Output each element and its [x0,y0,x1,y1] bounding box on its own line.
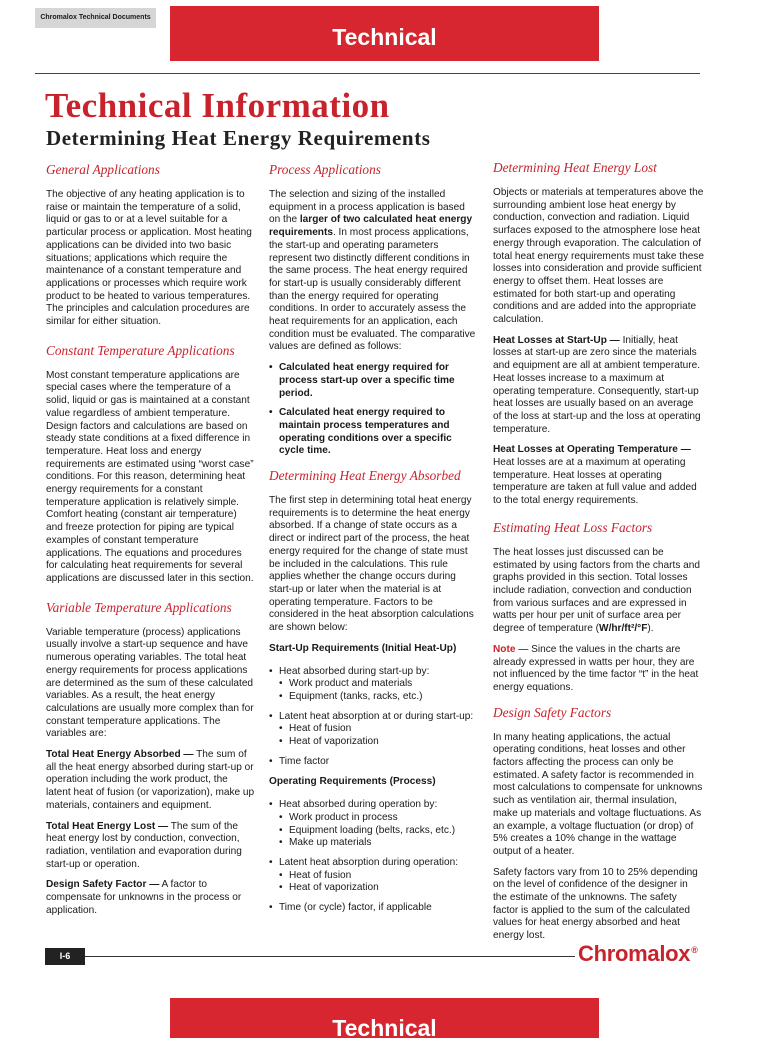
heading-general-applications: General Applications [46,162,160,177]
text-safety-factor: A factor to compensate for unknowns in the process or application. [46,879,242,916]
section-banner [170,6,599,61]
document-tag: Chromalox Technical Documents [35,8,156,28]
process-text-a: The selection and sizing of the installed equipment in a process application is based on the [269,189,465,226]
paragraph-startup-losses [493,335,704,437]
page-subtitle: Determining Heat Energy Requirements [46,126,431,150]
paragraph-variable: Variable temperature (process) applications usually involve a start-up sequence and have numerous operating variables. The total heat energy requirements for process applications are determined as the sum of these calculated variables. As a result, the heat energy calculations are usually more complex than for constant temperature applications. The variables are: [46,626,254,740]
list-item: • Equipment (tanks, racks, etc.) [279,691,478,704]
paragraph-process [269,189,478,354]
heading-heat-absorbed: Determining Heat Energy Absorbed [269,468,461,484]
definition-heat-lost [46,821,255,872]
list-item: • Make up materials [279,837,478,850]
definition-safety-factor [46,879,255,917]
estimating-text-a: The heat losses just discussed can be estimated by using factors from the charts and graphs provided in this section. Total losses include radiation, convection and conduction from various surfaces and are expressed in watts per hour per unit of surface area per degree of temperature ( [493,546,701,635]
paragraph-note [493,644,704,695]
paragraph-constant: Most constant temperature applications are special cases where the temperature of a solid, liquid or gas is maintained at a constant value regardless of ambient temperature. Design factors and calculations are based on steady state conditions at a fixed difference in temperature. Heat loss and energy requirements are estimated using “worst case” conditions. For this reason, determining heat energy requirements for a constant temperature application is relatively simple. Comfort heating (constant air temperature) and freeze protection for piping are typical examples of constant temperature applications. The equations and procedures for calculating heat requirements for several applications are discussed later in this section. [46,369,254,584]
section-banner-label: Technical [332,24,437,50]
note-label: Note — [493,643,529,655]
paragraph-lost: Objects or materials at temperatures above the surrounding ambient lose heat energy by conduction, convection and radiation. Liquid surfaces exposed to the atmosphere lose heat energy through evaporation. The calculation of total heat energy requirements must take these losses into consideration and provide sufficient energy to offset them. Heat losses are estimated for both start-up and operating conditions and are added into the appropriate calculation. [493,187,704,326]
heading-estimating-factors: Estimating Heat Loss Factors [493,519,653,535]
column-left [46,162,255,925]
list-item: • Calculated heat energy required for process start-up over a specific time period. [269,362,478,400]
heading-startup-requirements: Start-Up Requirements (Initial Heat-Up) [269,642,457,654]
page-title: Technical Information [45,86,390,125]
paragraph-safety-1: In many heating applications, the actual operating conditions, heat losses and other factors affecting the process can only be estimated. A safety factor is recommended in most calculations to compensate for unknowns such as ventilation air, thermal insulation, make up materials and voltage fluctuations. As an example, a voltage fluctuation (or drop) of 5% creates a 10% change in the wattage output of a heater. [493,731,703,857]
list-item: • Work product and materials [279,678,478,691]
list-item-text: Latent heat absorption at or during start-up: [279,710,474,722]
paragraph-operating-losses [493,444,704,508]
list-item: • Heat of fusion [279,870,478,883]
list-item-text: Heat absorbed during operation by: [279,799,438,811]
term-startup-losses: Heat Losses at Start-Up — [493,334,620,346]
logo-text: Chromalox [578,941,691,966]
text-heat-lost: The sum of the heat energy lost by conduction, convection, radiation, ventilation and evaporation during start-up or operation. [46,820,242,870]
note-text: Since the values in the charts are already expressed in watts per hour, they are not influenced by the time factor “t” in the heat energy equations. [493,643,699,693]
footer-rule [85,956,575,957]
list-item-text: Heat absorbed during start-up by: [279,665,430,677]
operating-list [269,799,478,915]
list-item: • Heat of vaporization [279,882,478,895]
column-right [493,160,704,951]
list-item: • Time factor [269,756,478,769]
list-item [269,711,478,749]
list-item [269,799,478,850]
term-operating-losses: Heat Losses at Operating Temperature — [493,444,691,456]
term-heat-absorbed: Total Heat Energy Absorbed — [46,749,194,761]
definition-heat-absorbed [46,749,255,813]
list-item-text: Latent heat absorption during operation: [279,856,459,868]
heading-variable-temperature: Variable Temperature Applications [46,599,232,615]
list-item: • Heat of fusion [279,723,478,736]
paragraph-estimating [493,547,704,636]
list-item: • Work product in process [279,812,478,825]
term-heat-lost: Total Heat Energy Lost — [46,820,169,832]
list-item: • Heat of vaporization [279,736,478,749]
header-rule [35,73,700,74]
text-operating-losses: Heat losses are at a maximum at operating temperature. Heat losses at operating temperature are taken at full value and added to the total energy requirements. [493,457,697,507]
heading-constant-temperature: Constant Temperature Applications [46,342,235,358]
chromalox-logo [578,941,698,967]
estimating-text-b: ). [647,623,654,635]
paragraph-absorbed: The first step in determining total heat energy requirements is to determine the heat energy absorbed. If a change of state occurs as a direct or indirect part of the process, the heat energy required for the change of state must be included in the calculations. This rule applies whether the change occurs during start-up or later when the material is at operating temperature. Factors to be considered in the heat absorption calculations are shown below: [269,495,474,634]
process-bullet-list [269,362,478,458]
startup-list [269,666,478,769]
list-item: • Calculated heat energy required to maintain process temperatures and operating conditions over a specific cycle time. [269,407,478,458]
text-heat-absorbed: The sum of all the heat energy absorbed during start-up or operation including the work product, the latent heat of fusion (or vaporization), make up materials, containers and equipment. [46,749,255,811]
estimating-units: W/hr/ft²/°F [599,623,648,635]
registered-mark: ® [691,944,698,955]
page-number: I-6 [45,948,85,965]
column-middle [269,162,478,923]
list-item [269,666,478,704]
heading-process-applications: Process Applications [269,162,381,177]
process-text-b: . In most process applications, the start-up and operating parameters represent two distinctly different conditions in the same process. The heat energy required for start-up is usually considerably different than the energy required for operating conditions. In order to accurately assess the heat requirements for an application, each condition must be evaluated. The comparative values are defined as follows: [269,227,476,353]
list-item: • Time (or cycle) factor, if applicable [269,902,478,915]
footer-banner [170,998,599,1041]
list-item [269,857,478,895]
list-item: • Equipment loading (belts, racks, etc.) [279,825,478,838]
footer-banner-label: Technical [332,1015,437,1041]
heading-heat-lost: Determining Heat Energy Lost [493,160,657,175]
paragraph-general: The objective of any heating application is to raise or maintain the temperature of a solid, liquid or gas to or at a level suitable for a particular process or application. Most heating applications can be divided into two basic situations; applications which require the maintenance of a constant temperature and applications or processes which require work product to be heated to various temperatures. The principles and calculation procedures are similar for either situation. [46,189,252,328]
term-safety-factor: Design Safety Factor — [46,879,160,891]
text-startup-losses: Initially, heat losses at start-up are zero since the materials and equipment are all at ambient temperature. Heat losses increase to a maximum at operating temperature. Consequently, start-up heat losses are usually based on an average of the loss at start-up and the loss at operating temperature. [493,334,701,435]
heading-design-safety: Design Safety Factors [493,704,612,720]
paragraph-safety-2: Safety factors vary from 10 to 25% depending on the level of confidence of the designer in the estimate of the unknowns. The safety factor is applied to the sum of the calculated values for heat energy absorbed and heat energy lost. [493,866,698,942]
process-text-bold: larger of two calculated heat energy requirements [269,214,473,239]
heading-operating-requirements: Operating Requirements (Process) [269,776,436,788]
